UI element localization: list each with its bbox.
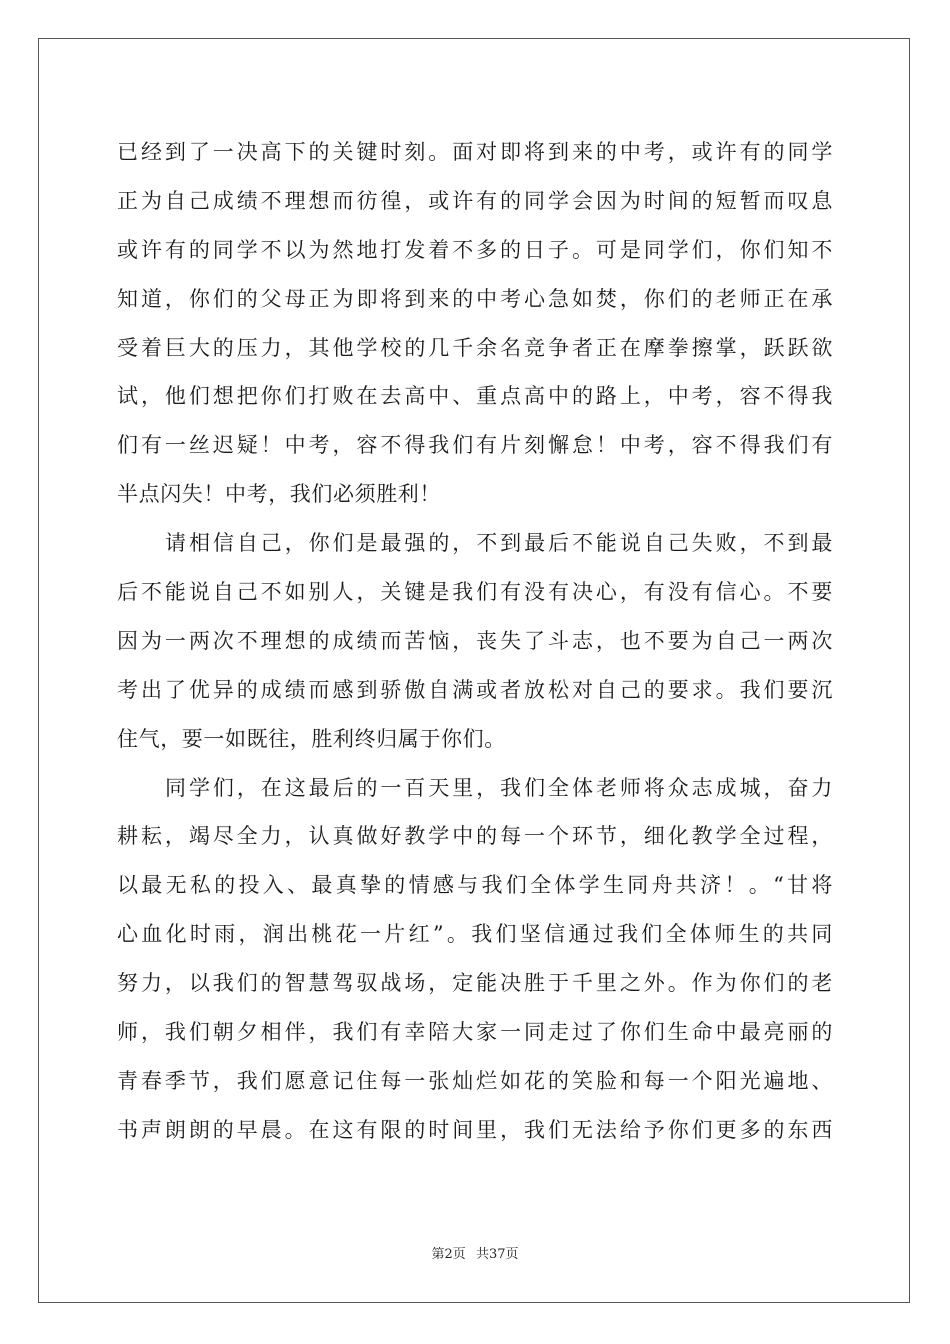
page-number: 第2页 — [431, 1247, 466, 1262]
text-line: 知道，你们的父母正为即将到来的中考心急如焚，你们的老师正在承 — [117, 286, 833, 311]
text-line: 师，我们朝夕相伴，我们有幸陪大家一同走过了你们生命中最亮丽的 — [117, 1020, 833, 1045]
page-footer — [0, 1243, 950, 1262]
text-line: 书声朗朗的早晨。在这有限的时间里，我们无法给予你们更多的东西 — [117, 1117, 833, 1142]
text-line: 同学们，在这最后的一百天里，我们全体老师将众志成城，奋力 — [165, 775, 833, 800]
text-line: 正为自己成绩不理想而彷徨，或许有的同学会因为时间的短暂而叹息 — [117, 188, 833, 213]
text-line: 青春季节，我们愿意记住每一张灿烂如花的笑脸和每一个阳光遍地、 — [117, 1068, 833, 1093]
text-line: 们有一丝迟疑！中考，容不得我们有片刻懈怠！中考，容不得我们有 — [117, 433, 833, 458]
text-line: 因为一两次不理想的成绩而苦恼，丧失了斗志，也不要为自己一两次 — [117, 628, 833, 653]
document-body — [117, 128, 833, 1155]
text-line: 以最无私的投入、最真挚的情感与我们全体学生同舟共济！。“甘将 — [117, 873, 833, 898]
text-line: 受着巨大的压力，其他学校的几千余名竞争者正在摩拳擦掌，跃跃欲 — [117, 335, 833, 360]
text-line: 考出了优异的成绩而感到骄傲自满或者放松对自己的要求。我们要沉 — [117, 677, 833, 702]
text-line: 试，他们想把你们打败在去高中、重点高中的路上，中考，容不得我 — [117, 384, 833, 409]
text-line: 已经到了一决高下的关键时刻。面对即将到来的中考，或许有的同学 — [117, 140, 833, 164]
text-line: 住气，要一如既往，胜利终归属于你们。 — [117, 726, 506, 751]
text-line: 耕耘，竭尽全力，认真做好教学中的每一个环节，细化教学全过程， — [117, 824, 833, 849]
text-line: 半点闪失！中考，我们必须胜利！ — [117, 482, 441, 507]
total-pages: 共37页 — [475, 1247, 519, 1262]
text-line: 请相信自己，你们是最强的，不到最后不能说自己失败，不到最 — [165, 531, 833, 556]
text-line: 或许有的同学不以为然地打发着不多的日子。可是同学们，你们知不 — [117, 237, 833, 262]
text-line: 后不能说自己不如别人，关键是我们有没有决心，有没有信心。不要 — [117, 580, 833, 605]
text-line: 心血化时雨，润出桃花一片红”。我们坚信通过我们全体师生的共同 — [117, 922, 833, 947]
text-line: 努力，以我们的智慧驾驭战场，定能决胜于千里之外。作为你们的老 — [117, 971, 833, 996]
